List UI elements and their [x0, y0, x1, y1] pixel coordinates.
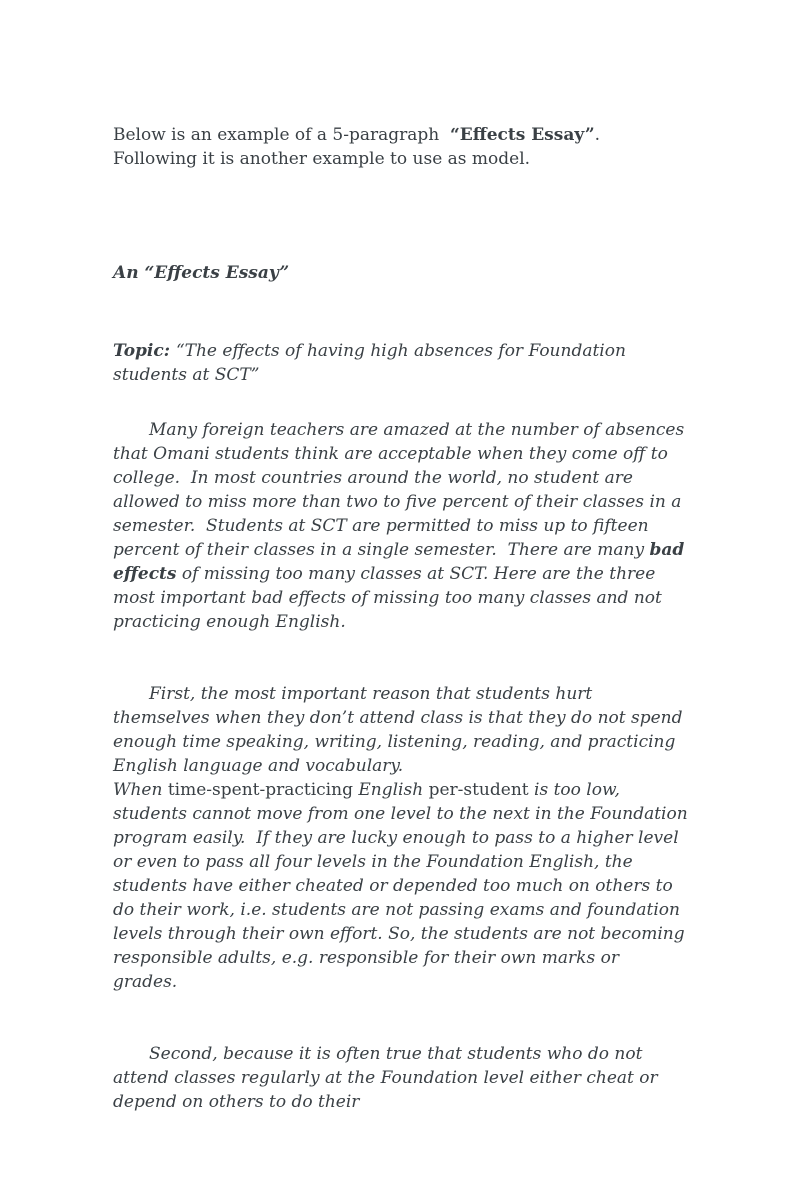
text-run: per-student [428, 780, 535, 800]
text-run: English [358, 780, 429, 800]
text-run: of missing too many classes at SCT. Here are the three most important bad effects of missing too many classes and not practicing enough English. [113, 564, 668, 632]
text-run: An “Effects Essay” [113, 263, 290, 283]
text-run: Topic: [113, 341, 176, 361]
text-run: “Effects Essay [450, 125, 585, 145]
topic-line [113, 339, 688, 387]
body-paragraph-3 [113, 1042, 688, 1114]
text-run: is too low, students cannot move from one level to the next in the Foundation program easily. If they are lucky enough to pass to a higher level or even to pass all four levels in the Foundation English, the students have either cheated or depended too much on others to do their work, i.e. students are not passing exams and foundation levels through their own effort. So, the students are not becoming responsible adults, e.g. responsible for their own marks or grades. [113, 780, 694, 992]
text-run: “The effects of having high absences for Foundation students at SCT” [113, 341, 632, 385]
text-run: . Following it is another example to use as model. [113, 125, 611, 169]
text-run: When [113, 780, 168, 800]
text-run: time-spent-practicing [167, 780, 359, 800]
essay-title-heading [113, 261, 688, 285]
text-run: bad effects [113, 540, 691, 584]
text-run: ” [584, 125, 595, 145]
text-run: First, the most important reason that students hurt themselves when they don’t attend class is that they do not spend enough time speaking, writing, listening, reading, and practicing English language and vocabulary. [113, 684, 688, 776]
body-paragraph-1 [113, 418, 691, 634]
intro-paragraph [113, 123, 688, 171]
text-run: Second, because it is often true that students who do not attend classes regularly at the Foundation level either cheat or depend on others to do their [113, 1044, 664, 1112]
text-run: Below is an example of a 5-paragraph [113, 125, 451, 145]
body-paragraph-2 [113, 682, 694, 994]
text-run: Many foreign teachers are amazed at the number of absences that Omani students think are acceptable when they come off to college. In most countries around the world, no student are allowed to miss more than two to five percent of their classes in a semester. Students at SCT are permitted to miss up to fifteen percent of their classes in a single semester. There are many [113, 420, 690, 560]
